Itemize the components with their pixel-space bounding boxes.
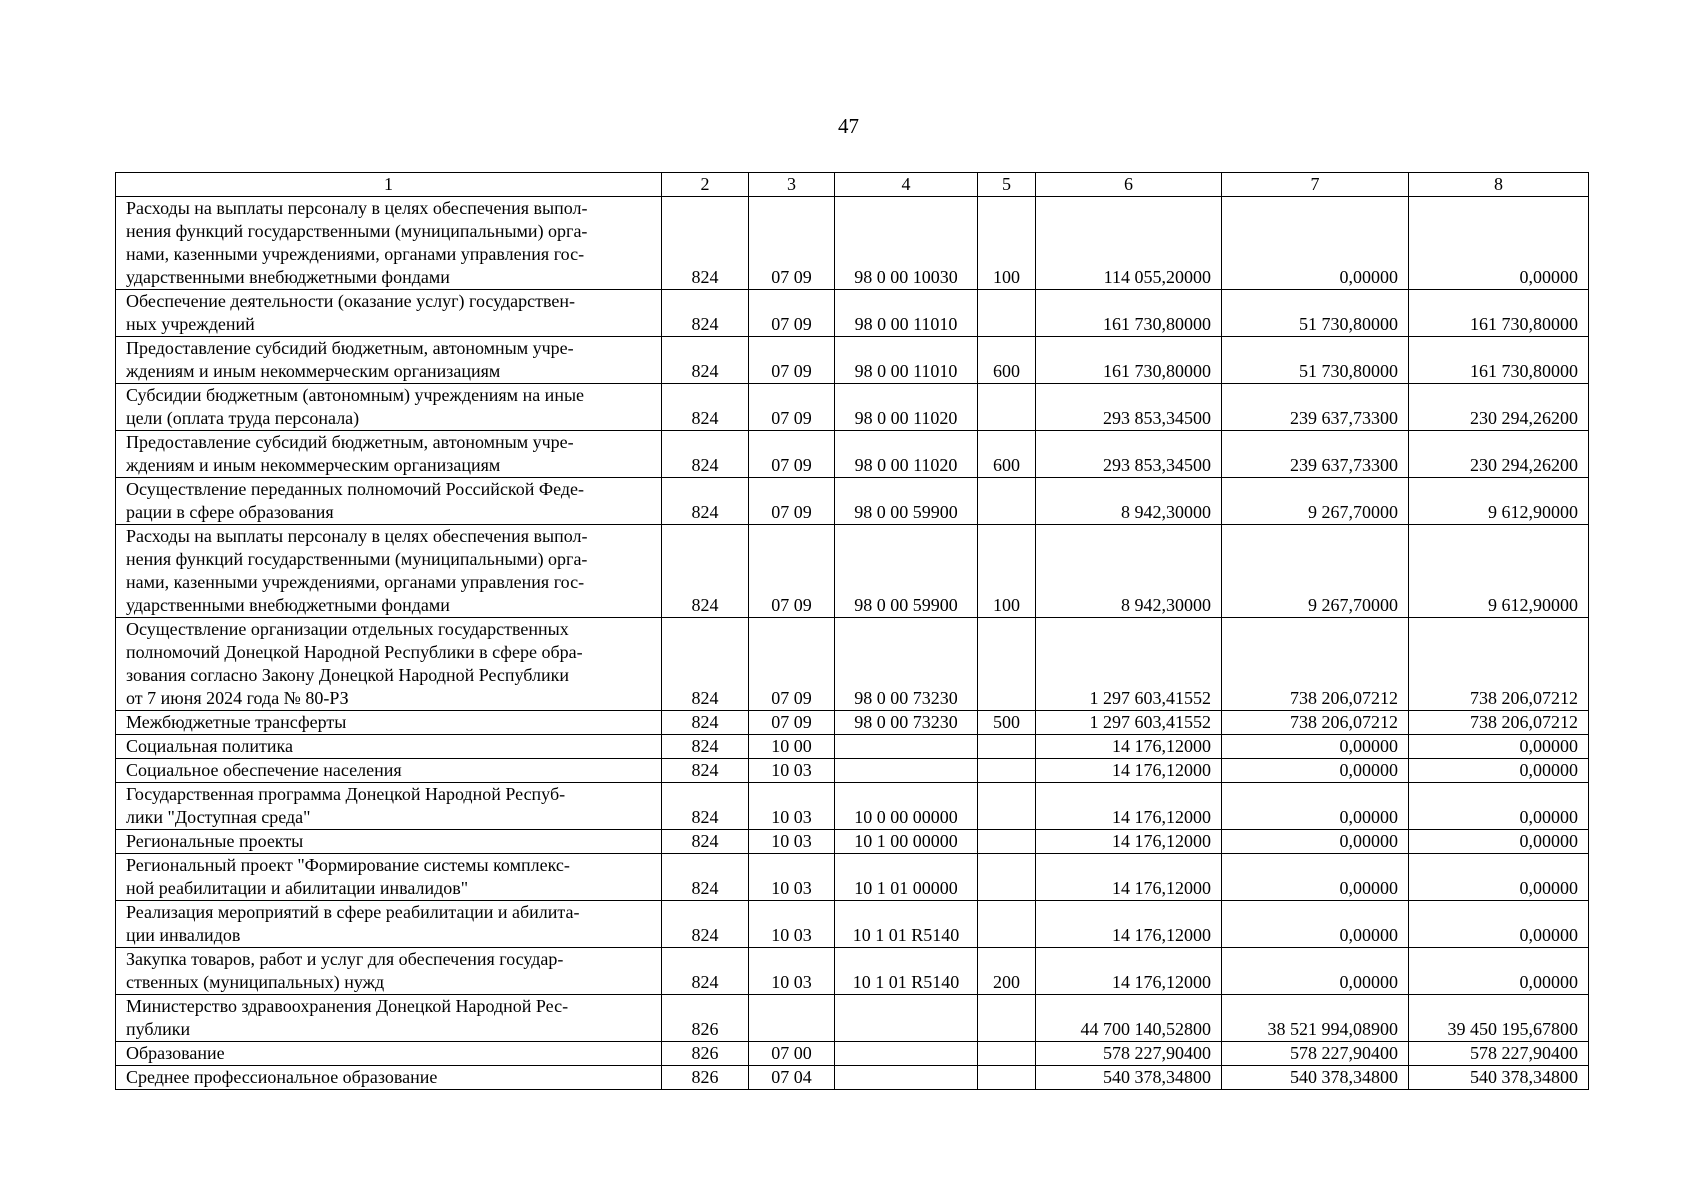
cell-expense-type: 600 [978,431,1036,478]
cell-expense-type [978,783,1036,830]
cell-section: 10 03 [749,901,835,948]
header-col-7: 7 [1222,173,1409,197]
item-name-line: рации в сфере образования [126,502,334,522]
cell-amount-col8: 738 206,07212 [1409,711,1589,735]
cell-item-name [116,759,662,783]
cell-amount-col7: 0,00000 [1222,901,1409,948]
cell-section: 07 09 [749,337,835,384]
table-row [116,337,1589,384]
cell-item-name [116,618,662,711]
cell-admin-code: 824 [662,735,749,759]
cell-amount-col7: 38 521 994,08900 [1222,995,1409,1042]
cell-expense-type [978,384,1036,431]
item-name-line: Государственная программа Донецкой Народной Респуб- [126,784,566,804]
cell-amount-col7: 578 227,90400 [1222,1042,1409,1066]
cell-section: 07 09 [749,197,835,290]
cell-item-name [116,948,662,995]
cell-expense-type [978,735,1036,759]
item-name-line: нения функций государственными (муниципальными) орга- [126,221,588,241]
item-name-line: Осуществление организации отдельных государственных [126,619,569,639]
cell-amount-col6: 14 176,12000 [1036,783,1222,830]
item-name-line: ной реабилитации и абилитации инвалидов" [126,878,469,898]
cell-expense-type: 500 [978,711,1036,735]
table-row [116,431,1589,478]
item-name-line: Социальное обеспечение населения [126,760,402,780]
cell-section: 07 09 [749,431,835,478]
table-row [116,948,1589,995]
cell-admin-code: 824 [662,830,749,854]
item-name-line: ударственными внебюджетными фондами [126,267,450,287]
item-name-line: Среднее профессиональное образование [126,1067,438,1087]
cell-target-article [835,995,978,1042]
cell-admin-code: 824 [662,618,749,711]
cell-amount-col6: 114 055,20000 [1036,197,1222,290]
cell-amount-col6: 44 700 140,52800 [1036,995,1222,1042]
cell-amount-col7: 738 206,07212 [1222,711,1409,735]
cell-amount-col6: 540 378,34800 [1036,1066,1222,1090]
cell-amount-col6: 14 176,12000 [1036,948,1222,995]
cell-amount-col8: 0,00000 [1409,830,1589,854]
cell-expense-type [978,478,1036,525]
cell-item-name [116,431,662,478]
header-col-1: 1 [116,173,662,197]
cell-section: 10 00 [749,735,835,759]
cell-admin-code: 824 [662,197,749,290]
item-name-line: от 7 июня 2024 года № 80-РЗ [126,688,349,708]
cell-amount-col6: 14 176,12000 [1036,854,1222,901]
item-name-line: Расходы на выплаты персоналу в целях обеспечения выпол- [126,198,588,218]
cell-expense-type [978,901,1036,948]
item-name-line: зования согласно Закону Донецкой Народной Республики [126,665,570,685]
cell-amount-col6: 8 942,30000 [1036,525,1222,618]
cell-item-name [116,337,662,384]
cell-section: 10 03 [749,948,835,995]
header-row [116,173,1589,197]
cell-section: 10 03 [749,759,835,783]
cell-section: 07 09 [749,384,835,431]
cell-admin-code: 824 [662,759,749,783]
cell-amount-col8: 578 227,90400 [1409,1042,1589,1066]
cell-expense-type: 600 [978,337,1036,384]
cell-amount-col6: 1 297 603,41552 [1036,618,1222,711]
table-row [116,901,1589,948]
cell-amount-col7: 0,00000 [1222,735,1409,759]
cell-section: 10 03 [749,783,835,830]
budget-table [115,172,1589,1090]
cell-amount-col8: 0,00000 [1409,735,1589,759]
cell-admin-code: 824 [662,337,749,384]
cell-expense-type [978,1066,1036,1090]
cell-admin-code: 824 [662,901,749,948]
item-name-line: ждениям и иным некоммерческим организациям [126,361,501,381]
header-col-8: 8 [1409,173,1589,197]
item-name-line: полномочий Донецкой Народной Республики в сфере обра- [126,642,583,662]
item-name-line: публики [126,1019,191,1039]
cell-item-name [116,384,662,431]
cell-item-name [116,783,662,830]
cell-amount-col8: 9 612,90000 [1409,525,1589,618]
cell-expense-type: 100 [978,525,1036,618]
item-name-line: ных учреждений [126,314,255,334]
item-name-line: ударственными внебюджетными фондами [126,595,450,615]
cell-amount-col8: 230 294,26200 [1409,384,1589,431]
cell-amount-col8: 39 450 195,67800 [1409,995,1589,1042]
table-row [116,1066,1589,1090]
cell-expense-type [978,759,1036,783]
cell-item-name [116,478,662,525]
cell-expense-type [978,1042,1036,1066]
table-row [116,197,1589,290]
header-col-6: 6 [1036,173,1222,197]
cell-item-name [116,830,662,854]
cell-section: 07 00 [749,1042,835,1066]
item-name-line: Предоставление субсидий бюджетным, автономным учре- [126,338,574,358]
cell-admin-code: 824 [662,290,749,337]
cell-amount-col8: 161 730,80000 [1409,290,1589,337]
header-col-4: 4 [835,173,978,197]
table-row [116,783,1589,830]
item-name-line: лики "Доступная среда" [126,807,311,827]
cell-amount-col7: 239 637,73300 [1222,431,1409,478]
cell-amount-col6: 8 942,30000 [1036,478,1222,525]
cell-item-name [116,901,662,948]
cell-admin-code: 824 [662,711,749,735]
table-row [116,290,1589,337]
table-row [116,995,1589,1042]
cell-admin-code: 824 [662,384,749,431]
cell-target-article: 10 1 01 R5140 [835,901,978,948]
cell-admin-code: 826 [662,1042,749,1066]
item-name-line: цели (оплата труда персонала) [126,408,360,428]
table-row [116,854,1589,901]
cell-expense-type: 100 [978,197,1036,290]
cell-expense-type: 200 [978,948,1036,995]
cell-amount-col7: 51 730,80000 [1222,337,1409,384]
cell-item-name [116,1066,662,1090]
cell-section [749,995,835,1042]
cell-amount-col8: 738 206,07212 [1409,618,1589,711]
cell-admin-code: 824 [662,783,749,830]
cell-section: 07 04 [749,1066,835,1090]
cell-target-article: 10 0 00 00000 [835,783,978,830]
item-name-line: Межбюджетные трансферты [126,712,347,732]
cell-item-name [116,995,662,1042]
item-name-line: нами, казенными учреждениями, органами управления гос- [126,244,585,264]
table-row [116,525,1589,618]
cell-amount-col7: 0,00000 [1222,197,1409,290]
cell-target-article [835,1066,978,1090]
item-name-line: Региональный проект "Формирование системы комплекс- [126,855,570,875]
cell-admin-code: 824 [662,948,749,995]
cell-amount-col8: 540 378,34800 [1409,1066,1589,1090]
cell-amount-col8: 0,00000 [1409,783,1589,830]
cell-target-article: 98 0 00 59900 [835,525,978,618]
header-col-3: 3 [749,173,835,197]
cell-amount-col7: 0,00000 [1222,948,1409,995]
cell-admin-code: 824 [662,854,749,901]
table-row [116,759,1589,783]
cell-item-name [116,525,662,618]
cell-amount-col6: 161 730,80000 [1036,290,1222,337]
page-number: 47 [838,114,859,138]
cell-amount-col7: 738 206,07212 [1222,618,1409,711]
cell-item-name [116,711,662,735]
cell-amount-col6: 14 176,12000 [1036,901,1222,948]
cell-amount-col6: 578 227,90400 [1036,1042,1222,1066]
cell-item-name [116,854,662,901]
cell-amount-col7: 0,00000 [1222,854,1409,901]
cell-amount-col7: 540 378,34800 [1222,1066,1409,1090]
cell-section: 07 09 [749,478,835,525]
cell-target-article: 98 0 00 11010 [835,337,978,384]
cell-section: 07 09 [749,525,835,618]
cell-target-article [835,1042,978,1066]
cell-amount-col8: 0,00000 [1409,854,1589,901]
cell-amount-col8: 0,00000 [1409,759,1589,783]
item-name-line: Региональные проекты [126,831,304,851]
item-name-line: ственных (муниципальных) нужд [126,972,385,992]
cell-amount-col8: 161 730,80000 [1409,337,1589,384]
cell-admin-code: 826 [662,1066,749,1090]
cell-section: 07 09 [749,711,835,735]
cell-target-article: 98 0 00 73230 [835,711,978,735]
item-name-line: Реализация мероприятий в сфере реабилитации и абилита- [126,902,580,922]
cell-section: 07 09 [749,618,835,711]
item-name-line: Расходы на выплаты персоналу в целях обеспечения выпол- [126,526,588,546]
cell-expense-type [978,618,1036,711]
cell-amount-col7: 51 730,80000 [1222,290,1409,337]
cell-admin-code: 824 [662,478,749,525]
cell-amount-col7: 0,00000 [1222,783,1409,830]
cell-amount-col7: 0,00000 [1222,759,1409,783]
cell-amount-col8: 230 294,26200 [1409,431,1589,478]
cell-amount-col6: 161 730,80000 [1036,337,1222,384]
cell-item-name [116,290,662,337]
item-name-line: нами, казенными учреждениями, органами управления гос- [126,572,585,592]
cell-target-article: 10 1 00 00000 [835,830,978,854]
cell-target-article: 10 1 01 R5140 [835,948,978,995]
cell-target-article: 10 1 01 00000 [835,854,978,901]
table-row [116,1042,1589,1066]
cell-section: 10 03 [749,830,835,854]
cell-target-article: 98 0 00 10030 [835,197,978,290]
item-name-line: Осуществление переданных полномочий Российской Феде- [126,479,585,499]
table-row [116,618,1589,711]
item-name-line: Образование [126,1043,225,1063]
table-row [116,830,1589,854]
cell-amount-col6: 14 176,12000 [1036,759,1222,783]
cell-amount-col7: 9 267,70000 [1222,525,1409,618]
item-name-line: Обеспечение деятельности (оказание услуг) государствен- [126,291,576,311]
cell-target-article: 98 0 00 73230 [835,618,978,711]
table-row [116,384,1589,431]
cell-amount-col7: 239 637,73300 [1222,384,1409,431]
cell-admin-code: 824 [662,431,749,478]
cell-expense-type [978,854,1036,901]
cell-amount-col8: 0,00000 [1409,901,1589,948]
cell-amount-col6: 1 297 603,41552 [1036,711,1222,735]
header-col-5: 5 [978,173,1036,197]
cell-expense-type [978,290,1036,337]
cell-amount-col6: 14 176,12000 [1036,735,1222,759]
cell-amount-col8: 0,00000 [1409,948,1589,995]
item-name-line: Министерство здравоохранения Донецкой Народной Рес- [126,996,569,1016]
cell-amount-col7: 0,00000 [1222,830,1409,854]
cell-amount-col6: 293 853,34500 [1036,384,1222,431]
item-name-line: Закупка товаров, работ и услуг для обеспечения государ- [126,949,564,969]
item-name-line: ждениям и иным некоммерческим организациям [126,455,501,475]
cell-amount-col8: 9 612,90000 [1409,478,1589,525]
cell-expense-type [978,995,1036,1042]
cell-target-article: 98 0 00 11020 [835,431,978,478]
cell-amount-col6: 293 853,34500 [1036,431,1222,478]
item-name-line: нения функций государственными (муниципальными) орга- [126,549,588,569]
cell-target-article: 98 0 00 11010 [835,290,978,337]
item-name-line: Социальная политика [126,736,293,756]
table-row [116,735,1589,759]
cell-target-article: 98 0 00 59900 [835,478,978,525]
cell-section: 07 09 [749,290,835,337]
cell-amount-col8: 0,00000 [1409,197,1589,290]
header-col-2: 2 [662,173,749,197]
table-row [116,478,1589,525]
item-name-line: Субсидии бюджетным (автономным) учреждениям на иные [126,385,585,405]
cell-amount-col7: 9 267,70000 [1222,478,1409,525]
cell-item-name [116,1042,662,1066]
table-body [116,197,1589,1090]
item-name-line: Предоставление субсидий бюджетным, автономным учре- [126,432,574,452]
cell-admin-code: 826 [662,995,749,1042]
table-row [116,711,1589,735]
cell-item-name [116,735,662,759]
cell-target-article [835,759,978,783]
cell-target-article [835,735,978,759]
item-name-line: ции инвалидов [126,925,241,945]
cell-admin-code: 824 [662,525,749,618]
cell-item-name [116,197,662,290]
cell-amount-col6: 14 176,12000 [1036,830,1222,854]
cell-target-article: 98 0 00 11020 [835,384,978,431]
cell-expense-type [978,830,1036,854]
cell-section: 10 03 [749,854,835,901]
